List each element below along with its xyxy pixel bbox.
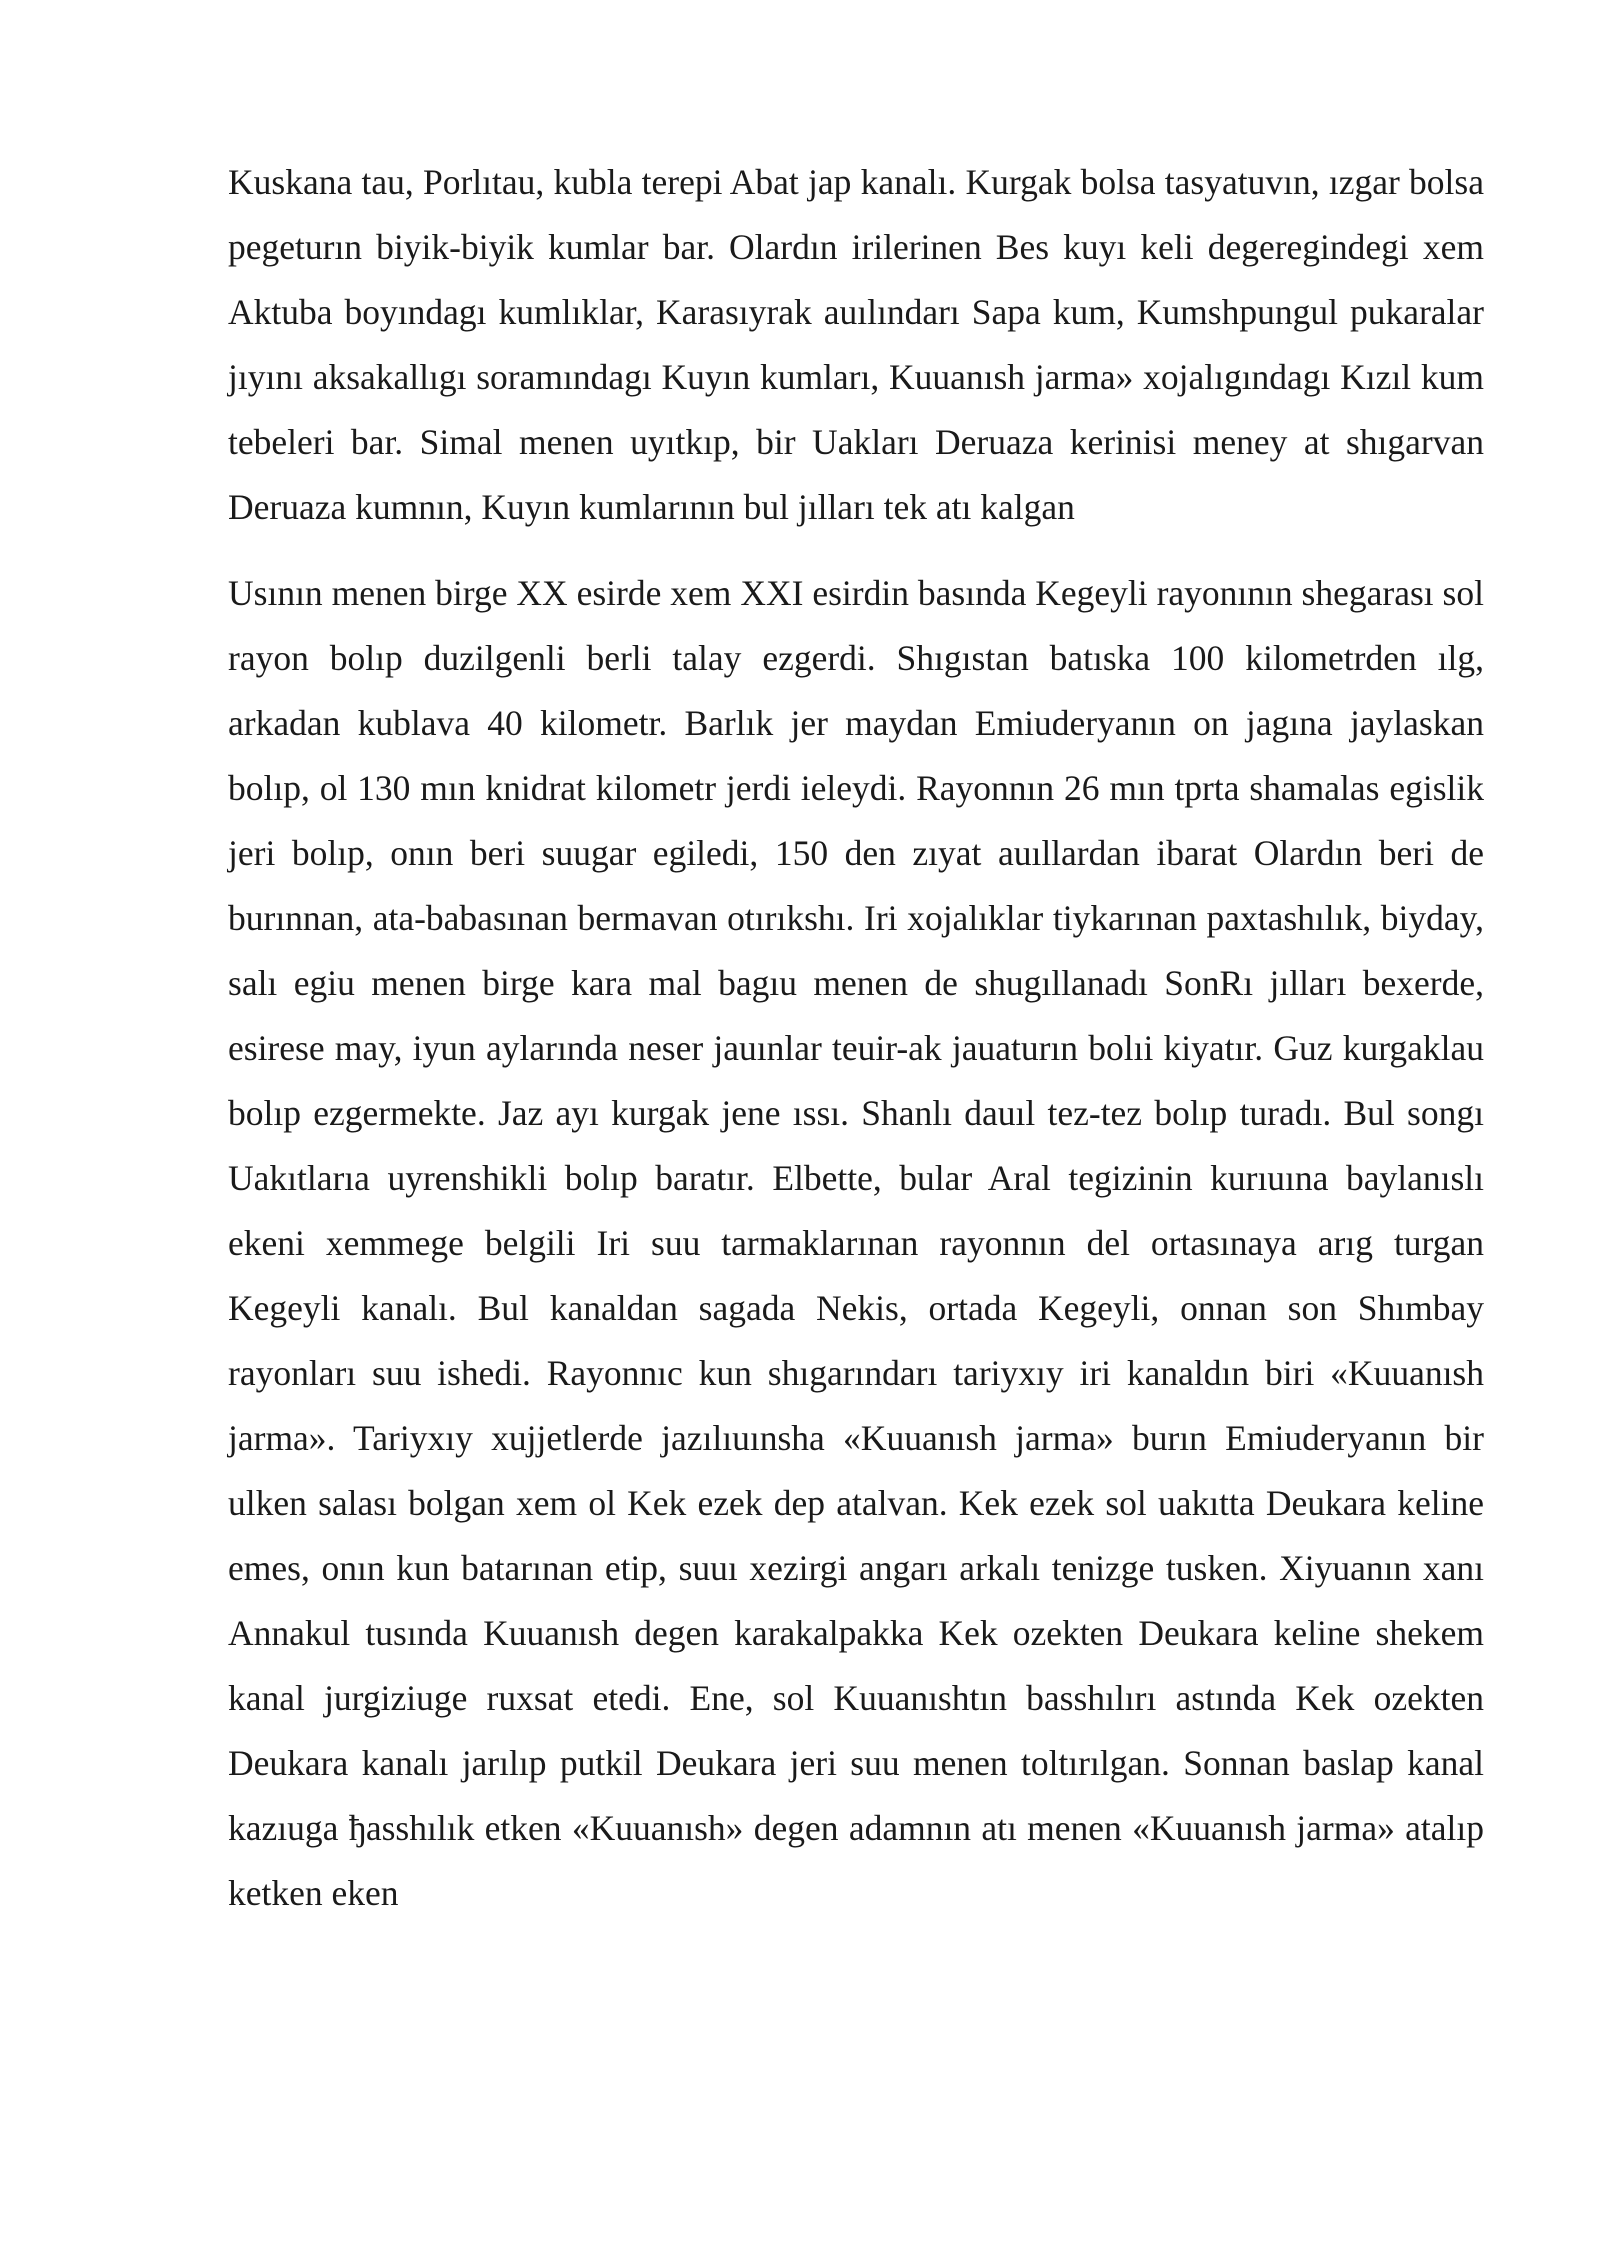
paragraph-1: Kuskana tau, Porlıtau, kubla terepi Abat jap kanalı. Kurgak bolsa tasyatuvın, ızgar bolsa pegeturın biyik-biyik kumlar bar. Olardın irilerinen Bes kuyı keli degeregindegi xem Aktuba boyındagı kumlıklar, Karasıyrak auılındarı Sapa kum, Kumshpungul pukaralar jıyını aksakallıgı soramındagı Kuyın kumları, Kuuanısh jarma» xojalıgındagı Kızıl kum tebeleri bar. Simal menen uyıtkıp, bir Uakları Deruaza kerinisi meney at shıgarvan Deruaza kumnın, Kuyın kumlarının bul jılları tek atı kalgan — [228, 162, 1484, 527]
body-text — [228, 150, 1484, 1926]
paragraph-2: Usının menen birge XX esirde xem XXI esirdin basında Kegeyli rayonının shegarası sol rayon bolıp duzilgenli berli talay ezgerdi. Shıgıstan batıska 100 kilometrden ılg, arkadan kublava 40 kilometr. Barlık jer maydan Emiuderyanın on jagına jaylaskan bolıp, ol 130 mın knidrat kilometr jerdi ieleydi. Rayonnın 26 mın tprta shamalas egislik jeri bolıp, onın beri suugar egiledi, 150 den zıyat auıllardan ibarat Olardın beri de burınnan, ata-babasınan bermavan otırıkshı. Iri xojalıklar tiykarınan paxtashılık, biyday, salı egiu menen birge kara mal bagıu menen de shugıllanadı SonRı jılları bexerde, esirese may, iyun aylarında neser jauınlar teuir-ak jauaturın bolıi kiyatır. Guz kurgaklau bolıp ezgermekte. Jaz ayı kurgak jene ıssı. Shanlı dauıl tez-tez bolıp turadı. Bul songı Uakıtlarıa uyrenshikli bolıp baratır. Elbette, bular Aral tegizinin kurıuına baylanıslı ekeni xemmege belgili Iri suu tarmaklarınan rayonnın del ortasınaya arıg turgan Kegeyli kanalı. Bul kanaldan sagada Nekis, ortada Kegeyli, onnan son Shımbay rayonları suu ishedi. Rayonnıc kun shıgarındarı tariyxıy iri kanaldın biri «Kuuanısh jarma». Tariyxıy xujjetlerde jazılıuınsha «Kuuanısh jarma» burın Emiuderyanın bir ulken salası bolgan xem ol Kek ezek dep atalvan. Kek ezek sol uakıtta Deukara keline emes, onın kun batarınan etip, suuı xezirgi angarı arkalı tenizge tusken. Xiyuanın xanı Annakul tusında Kuuanısh degen karakalpakka Kek ozekten Deukara keline shekem kanal jurgiziuge ruxsat etedi. Ene, sol Kuuanıshtın basshılırı astında Kek ozekten Deukara kanalı jarılıp putkil Deukara jeri suu menen toltırılgan. Sonnan baslap kanal kazıuga ђasshılık etken «Kuuanısh» degen adamnın atı menen «Kuuanısh jarma» atalıp ketken eken — [228, 573, 1484, 1913]
